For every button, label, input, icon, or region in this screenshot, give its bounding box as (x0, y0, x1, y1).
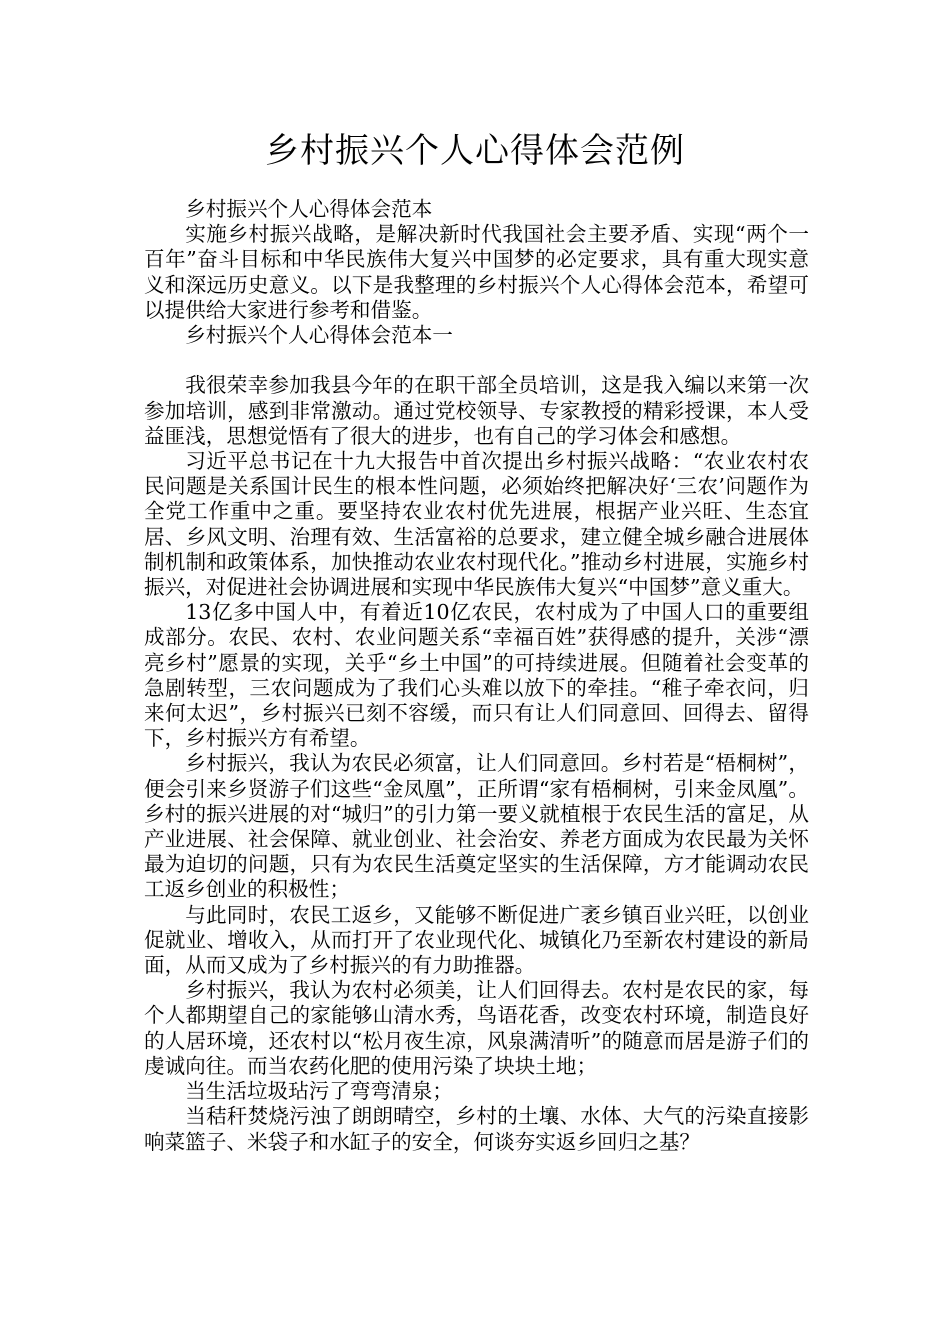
body-paragraph: 与此同时，农民工返乡，又能够不断促进广袤乡镇百业兴旺，以创业促就业、增收入，从而打开了农业现代化、城镇化乃至新农村建设的新局面，从而又成为了乡村振兴的有力助推器。 (144, 902, 809, 978)
body-paragraph: 习近平总书记在十九大报告中首次提出乡村振兴战略：“农业农村农民问题是关系国计民生的根本性问题，必须始终把解决好‘三农’问题作为全党工作重中之重。要坚持农业农村优先进展，根据产业兴旺、生态宜居、乡风文明、治理有效、生活富裕的总要求，建立健全城乡融合进展体制机制和政策体系，加快推动农业农村现代化。”推动乡村进展，实施乡村振兴，对促进社会协调进展和实现中华民族伟大复兴“中国梦”意义重大。 (144, 449, 809, 600)
body-paragraph: 乡村振兴，我认为农民必须富，让人们同意回。乡村若是“梧桐树”，便会引来乡贤游子们这些“金凤凰”，正所谓“家有梧桐树，引来金凤凰”。乡村的振兴进展的对“城归”的引力第一要义就植根于农民生活的富足，从产业进展、社会保障、就业创业、社会治安、养老方面成为农民最为关怀最为迫切的问题，只有为农民生活奠定坚实的生活保障，方才能调动农民工返乡创业的积极性； (144, 751, 809, 902)
body-paragraph: 我很荣幸参加我县今年的在职干部全员培训，这是我入编以来第一次参加培训，感到非常激动。通过党校领导、专家教授的精彩授课，本人受益匪浅，思想觉悟有了很大的进步，也有自己的学习体会和感想。 (144, 373, 809, 448)
document-title: 乡村振兴个人心得体会范例 (265, 131, 685, 171)
section-heading: 乡村振兴个人心得体会范本一 (185, 323, 453, 348)
document-body (144, 197, 809, 1155)
body-paragraph: 13亿多中国人中，有着近10亿农民，农村成为了中国人口的重要组成部分。农民、农村、农业问题关系“幸福百姓”获得感的提升，关涉“漂亮乡村”愿景的实现，关乎“乡土中国”的可持续进展。但随着社会变革的急剧转型，三农问题成为了我们心头难以放下的牵挂。“稚子牵衣问，归来何太迟”，乡村振兴已刻不容缓，而只有让人们同意回、回得去、留得下，乡村振兴方有希望。 (144, 600, 809, 751)
subtitle-paragraph: 乡村振兴个人心得体会范本 (185, 197, 433, 221)
body-paragraph: 乡村振兴，我认为农村必须美，让人们回得去。农村是农民的家，每个人都期望自己的家能够山清水秀，鸟语花香，改变农村环境，制造良好的人居环境，还农村以“松月夜生凉，风泉满清听”的随意而居是游子们的虔诚向往。而当农药化肥的使用污染了块块土地； (144, 978, 809, 1078)
body-paragraph: 当秸秆焚烧污浊了朗朗晴空，乡村的土壤、水体、大气的污染直接影响菜篮子、米袋子和水缸子的安全，何谈夯实返乡回归之基？ (144, 1104, 809, 1154)
body-paragraph: 当生活垃圾玷污了弯弯清泉； (185, 1079, 453, 1104)
paragraph-gap (144, 348, 809, 373)
intro-paragraph: 实施乡村振兴战略，是解决新时代我国社会主要矛盾、实现“两个一百年”奋斗目标和中华民族伟大复兴中国梦的必定要求，具有重大现实意义和深远历史意义。以下是我整理的乡村振兴个人心得体会范本，希望可以提供给大家进行参考和借鉴。 (144, 222, 809, 322)
